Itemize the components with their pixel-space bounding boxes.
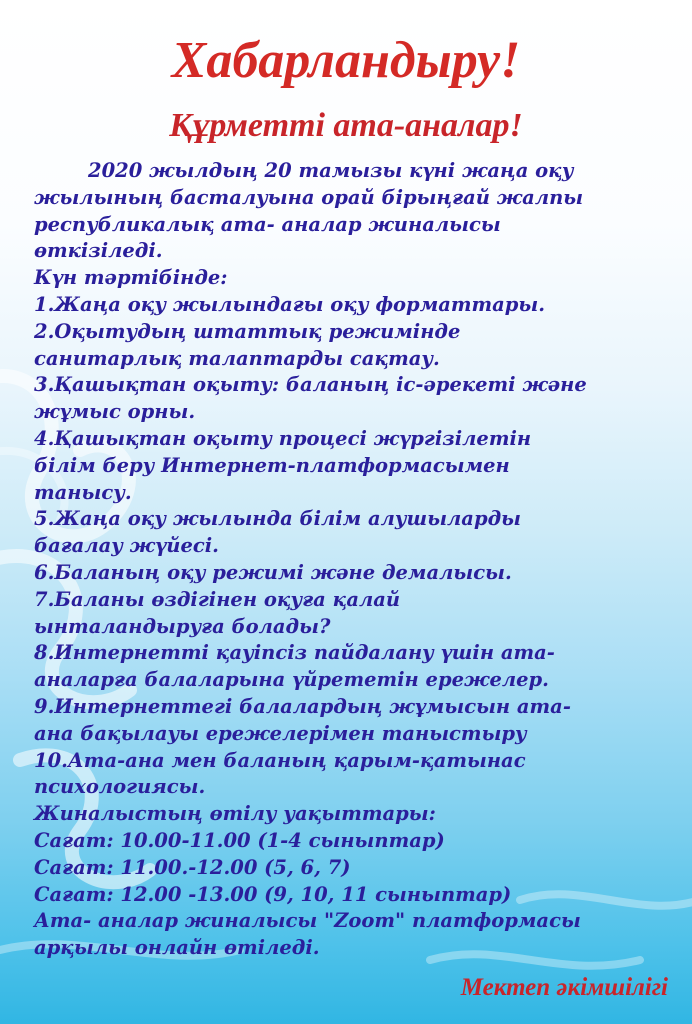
agenda-item: 1.Жаңа оқу жылындағы оқу форматтары. [34,292,546,316]
agenda-item: бағалау жүйесі. [34,534,219,558]
agenda-item: психологиясы. [34,775,206,799]
agenda-item: білім беру Интернет-платформасымен [34,453,510,477]
agenda-item: жұмыс орны. [34,400,196,424]
agenda-item: 10.Ата-ана мен баланың қарым-қатынас [34,748,526,772]
greeting-subtitle: Құрметті ата-аналар! [169,107,523,144]
signature: Мектеп әкімшілігі [460,974,668,1001]
body-line: өткізіледі. [34,239,163,263]
body-line: жылының басталуына орай бірыңғай жалпы [34,185,584,209]
agenda-item: аналарға балаларына үйрететін ережелер. [34,668,549,692]
agenda-item: 7.Баланы өздігінен оқуға қалай [34,587,401,611]
agenda-item: 9.Интернеттегі балалардың жұмысын ата- [34,694,571,718]
agenda-item: 4.Қашықтан оқыту процесі жүргізілетін [34,426,532,450]
agenda-item: 6.Баланың оқу режимі және демалысы. [34,560,512,584]
body-line: Ата- аналар жиналысы "Zoom" платформасы [34,909,581,933]
schedule-item: Сағат: 12.00 -13.00 (9, 10, 11 сыныптар) [34,882,512,906]
body-line: республикалық ата- аналар жиналысы [34,212,501,236]
body-line: арқылы онлайн өтіледі. [34,936,320,960]
agenda-item: 8.Интернетті қауіпсіз пайдалану үшін ата- [34,641,555,665]
agenda-heading: Күн тәртібінде: [34,266,228,290]
agenda-item: санитарлық талаптарды сақтау. [34,346,440,370]
agenda-item: ана бақылауы ережелерімен таныстыру [34,721,527,745]
schedule-heading: Жиналыстың өтілу уақыттары: [34,802,436,826]
schedule-item: Сағат: 11.00.-12.00 (5, 6, 7) [34,855,351,879]
announcement-title: Хабарландыру! [171,32,521,89]
body-line: 2020 жылдың 20 тамызы күні жаңа оқу [88,159,574,182]
agenda-item: 3.Қашықтан оқыту: баланың іс-әрекеті және [34,373,587,397]
announcement-body [34,158,684,962]
agenda-item: ынталандыруға болады? [34,614,331,638]
agenda-item: танысу. [34,480,132,504]
agenda-item: 5.Жаңа оқу жылында білім алушыларды [34,507,521,531]
agenda-item: 2.Оқытудың штаттық режимінде [34,319,461,343]
schedule-item: Сағат: 10.00-11.00 (1-4 сыныптар) [34,828,445,852]
